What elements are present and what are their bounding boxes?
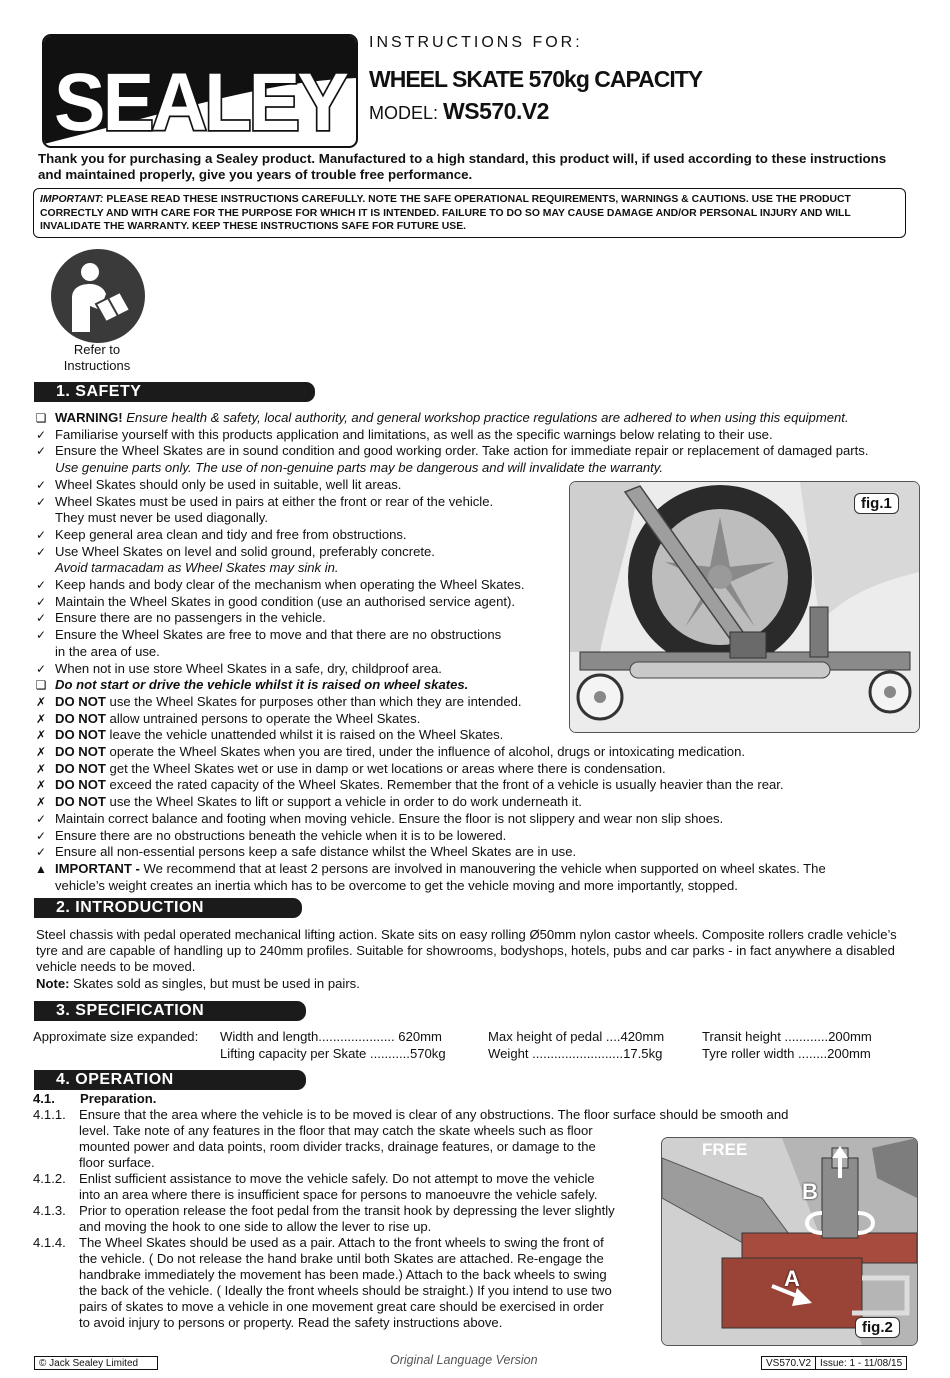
check-icon: ✓ <box>35 494 47 509</box>
step-line: Ensure that the area where the vehicle is to be moved is clear of any obstructions. The floor surface should be smooth and <box>79 1107 789 1122</box>
step-line: to avoid injury to persons or property. Read the safety instructions above. <box>79 1315 503 1330</box>
step-line: level. Take note of any features in the floor that may catch the skate wheels such as floor <box>79 1123 593 1138</box>
sub-number: 4.1. <box>33 1091 55 1106</box>
check-icon: ✓ <box>35 427 47 442</box>
step-line: handbrake immediately the movement has been made.) Attach to the back wheels to swing <box>79 1267 607 1282</box>
safety-item-lead: IMPORTANT - <box>55 860 140 876</box>
cross-icon: ✗ <box>35 795 47 810</box>
safety-item <box>33 794 913 811</box>
spec-lifting-capacity: Lifting capacity per Skate ...........570kg <box>220 1046 446 1061</box>
safety-item-text: in the area of use. <box>55 643 160 659</box>
check-icon: ✓ <box>35 477 47 492</box>
safety-item-text: They must never be used diagonally. <box>55 510 269 526</box>
step-line: the vehicle. ( Do not release the hand brake until both Skates are attached. Re-engage the <box>79 1251 604 1266</box>
safety-item-text: Avoid tarmacadam as Wheel Skates may sink in. <box>55 560 339 576</box>
safety-item-text: Maintain the Wheel Skates in good condition (use an authorised service agent). <box>55 593 516 609</box>
safety-item-text: Ensure the Wheel Skates are free to move and that there are no obstructions <box>55 627 502 643</box>
safety-item <box>33 861 913 878</box>
cross-icon: ✗ <box>35 761 47 776</box>
safety-item-text: exceed the rated capacity of the Wheel Skates. Remember that the front of a vehicle is usually heavier than the rear. <box>105 777 784 793</box>
check-icon: ✓ <box>35 628 47 643</box>
note-label: Note: <box>36 975 70 991</box>
fig2-image <box>661 1137 918 1346</box>
fig2-b-label: B <box>802 1179 818 1204</box>
note-text: Skates sold as singles, but must be used in pairs. <box>69 975 360 991</box>
safety-item-text: Maintain correct balance and footing when moving vehicle. Ensure the floor is not slippery and wear non slip shoes. <box>55 810 724 826</box>
cross-icon: ✗ <box>35 694 47 709</box>
introduction-note <box>36 976 906 992</box>
safety-item-lead: WARNING! <box>55 410 123 425</box>
spec-width-length: Width and length..................... 620mm <box>220 1029 442 1044</box>
fig2-a-label: A <box>784 1266 800 1291</box>
safety-item-text: Ensure there are no passengers in the vehicle. <box>55 610 326 626</box>
triangle-icon: ▲ <box>35 861 47 876</box>
safety-item <box>33 878 913 895</box>
model-label: MODEL: <box>369 103 439 123</box>
fig1-label: fig.1 <box>854 493 899 514</box>
product-title: WHEEL SKATE 570kg CAPACITY <box>369 66 703 92</box>
check-icon: ✓ <box>35 845 47 860</box>
spec-tyre-roller-width: Tyre roller width ........200mm <box>702 1046 871 1061</box>
safety-item-lead: DO NOT <box>55 760 106 776</box>
step-line: into an area where there is insufficient space for persons to manoeuvre the vehicle safely. <box>79 1187 598 1202</box>
check-icon: ✓ <box>35 527 47 542</box>
important-label: IMPORTANT: <box>40 194 104 205</box>
safety-item-text: vehicle’s weight creates an inertia which has to be overcome to get the vehicle moving and more importantly, stopped. <box>55 877 738 893</box>
model-line <box>369 98 549 125</box>
spec-col3 <box>702 1028 872 1062</box>
important-text: PLEASE READ THESE INSTRUCTIONS CAREFULLY. NOTE THE SAFE OPERATIONAL REQUIREMENTS, WARNINGS & CAUTIONS. USE THE PRODUCT CORRECTLY AND WITH CARE FOR THE PURPOSE FOR WHICH IT IS INTENDED. FAILURE TO DO SO MAY CAUSE DAMAGE AND/OR PERSONAL INJURY AND WILL INVALIDATE THE WARRANTY. KEEP THESE INSTRUCTIONS SAFE FOR FUTURE USE. <box>40 194 851 232</box>
safety-item-text: allow untrained persons to operate the Wheel Skates. <box>105 710 421 726</box>
safety-item <box>33 777 913 794</box>
cross-icon: ✗ <box>35 711 47 726</box>
spec-label: Approximate size expanded: <box>33 1029 199 1044</box>
safety-item-text: We recommend that at least 2 persons are involved in manouvering the vehicle when supported on wheel skates. The <box>139 860 826 876</box>
check-icon: ✓ <box>35 828 47 843</box>
check-icon: ✓ <box>35 811 47 826</box>
step-number: 4.1.1. <box>33 1107 66 1122</box>
check-icon: ✓ <box>35 594 47 609</box>
operation-subheading <box>33 1091 156 1107</box>
safety-item-lead: DO NOT <box>55 794 106 810</box>
check-icon: ✓ <box>35 661 47 676</box>
instructions-for: INSTRUCTIONS FOR: <box>369 34 583 51</box>
step-line: and moving the hook to one side to allow the lever to rise up. <box>79 1219 432 1234</box>
step-line: the back of the vehicle. ( Ideally the front wheels should be straight.) If you intend to use two <box>79 1283 612 1298</box>
specification-heading: 3. SPECIFICATION <box>34 1001 306 1021</box>
step-number: 4.1.2. <box>33 1171 66 1186</box>
safety-item <box>33 410 913 427</box>
read-manual-icon <box>50 248 146 344</box>
safety-item <box>33 811 913 828</box>
spec-weight: Weight .........................17.5kg <box>488 1046 663 1061</box>
footer-copyright: © Jack Sealey Limited <box>34 1356 158 1370</box>
safety-heading: 1. SAFETY <box>34 382 315 402</box>
footer-model: VS570.V2 <box>766 1358 812 1369</box>
wheel-skate-photo <box>570 482 919 732</box>
safety-item-text: leave the vehicle unattended whilst it is raised on the Wheel Skates. <box>105 727 504 743</box>
step-line: pairs of skates to move a vehicle in one movement great care should be exercised in order <box>79 1299 604 1314</box>
warning-box-icon: ❏ <box>35 678 47 693</box>
cross-icon: ✗ <box>35 745 47 760</box>
operation-heading: 4. OPERATION <box>34 1070 306 1090</box>
safety-item-text: Wheel Skates must be used in pairs at either the front or rear of the vehicle. <box>55 493 494 509</box>
warning-box-icon: ❏ <box>35 411 47 425</box>
safety-item-text: Use Wheel Skates on level and solid ground, preferably concrete. <box>55 543 435 559</box>
spec-max-pedal-height: Max height of pedal ....420mm <box>488 1029 665 1044</box>
step-number: 4.1.3. <box>33 1203 66 1218</box>
footer-language: Original Language Version <box>390 1353 538 1367</box>
safety-item <box>33 744 913 761</box>
safety-item-text: get the Wheel Skates wet or use in damp or wet locations or areas where there is condensation. <box>105 760 666 776</box>
sub-title: Preparation. <box>80 1091 157 1106</box>
safety-item-text: Ensure all non-essential persons keep a safe distance whilst the Wheel Skates are in use. <box>55 844 577 860</box>
step-line: Enlist sufficient assistance to move the vehicle safely. Do not attempt to move the vehicle <box>79 1171 595 1186</box>
safety-item-text: Wheel Skates should only be used in suitable, well lit areas. <box>55 476 402 492</box>
safety-item <box>33 761 913 778</box>
safety-item-text: Ensure the Wheel Skates are in sound condition and good working order. Take action for immediate repair or replacement of damaged parts. <box>55 443 869 459</box>
step-line: floor surface. <box>79 1155 155 1170</box>
refer-label <box>48 342 146 374</box>
safety-item <box>33 844 913 861</box>
step-number: 4.1.4. <box>33 1235 66 1250</box>
footer-issue-box <box>761 1356 907 1370</box>
fig2-free-label: FREE <box>702 1140 748 1159</box>
safety-item-text: When not in use store Wheel Skates in a safe, dry, childproof area. <box>55 660 442 676</box>
spec-col1 <box>220 1028 446 1062</box>
safety-item-text: use the Wheel Skates for purposes other than which they are intended. <box>105 693 522 709</box>
safety-item-text: use the Wheel Skates to lift or support a vehicle in order to do work underneath it. <box>105 794 582 810</box>
important-notice <box>33 188 906 238</box>
check-icon: ✓ <box>35 544 47 559</box>
safety-item-text: Do not start or drive the vehicle whilst it is raised on wheel skates. <box>55 677 469 693</box>
safety-item-text: Keep general area clean and tidy and free from obstructions. <box>55 526 407 542</box>
safety-item-text: Familiarise yourself with this products application and limitations, as well as the specific warnings below relating to their use. <box>55 426 773 442</box>
safety-item-text: operate the Wheel Skates when you are tired, under the influence of alcohol, drugs or intoxicating medication. <box>105 744 745 760</box>
safety-item <box>33 443 913 460</box>
introduction-body <box>36 927 906 992</box>
safety-item-lead: DO NOT <box>55 710 106 726</box>
check-icon: ✓ <box>35 611 47 626</box>
step-line: Prior to operation release the foot pedal from the transit hook by depressing the lever slightly <box>79 1203 615 1218</box>
fig1-image <box>569 481 920 733</box>
cross-icon: ✗ <box>35 778 47 793</box>
introduction-text: Steel chassis with pedal operated mechanical lifting action. Skate sits on easy rolling Ø50mm nylon castor wheels. Composite rollers cradle vehicle’s tyre and are capable of handling up to 240mm profiles. Suitable for showrooms, bodyshops, hotels, pubs and car parks - in fact anywhere a disabled vehicle needs to be moved. <box>36 927 897 975</box>
model-number: WS570.V2 <box>443 98 549 124</box>
safety-item-lead: DO NOT <box>55 744 106 760</box>
safety-item <box>33 427 913 444</box>
fig2-label: fig.2 <box>855 1317 900 1338</box>
safety-item-text: Use genuine parts only. The use of non-genuine parts may be dangerous and will invalidate the warranty. <box>55 460 664 476</box>
spec-transit-height: Transit height ............200mm <box>702 1029 872 1044</box>
safety-item <box>33 828 913 845</box>
check-icon: ✓ <box>35 444 47 459</box>
safety-item-lead: DO NOT <box>55 777 106 793</box>
step-line: The Wheel Skates should be used as a pair. Attach to the front wheels to swing the front of <box>79 1235 604 1250</box>
safety-item-text: Ensure health & safety, local authority, and general workshop practice regulations are adhered to when using this equipment. <box>122 410 849 425</box>
safety-item-text: Keep hands and body clear of the mechanism when operating the Wheel Skates. <box>55 577 525 593</box>
step-line: mounted power and data points, room divider tracks, drainage features, or damage to the <box>79 1139 596 1154</box>
cross-icon: ✗ <box>35 728 47 743</box>
introduction-heading: 2. INTRODUCTION <box>34 898 302 918</box>
footer-issue: Issue: 1 - 11/08/15 <box>815 1357 906 1369</box>
logo-text: SEALEY <box>54 57 349 146</box>
safety-item-lead: DO NOT <box>55 727 106 743</box>
check-icon: ✓ <box>35 578 47 593</box>
spec-col2 <box>488 1028 664 1062</box>
safety-item <box>33 460 913 477</box>
refer-line2: Instructions <box>63 358 131 373</box>
sealey-logo <box>42 34 358 148</box>
safety-item-lead: DO NOT <box>55 693 106 709</box>
skate-mechanism-photo <box>662 1138 917 1345</box>
intro-text: Thank you for purchasing a Sealey product. Manufactured to a high standard, this product will, if used according to these instructions and maintained properly, give you years of trouble free performance. <box>38 151 887 182</box>
refer-line1: Refer to <box>73 342 121 357</box>
safety-item-text: Ensure there are no obstructions beneath the vehicle when it is to be lowered. <box>55 827 507 843</box>
